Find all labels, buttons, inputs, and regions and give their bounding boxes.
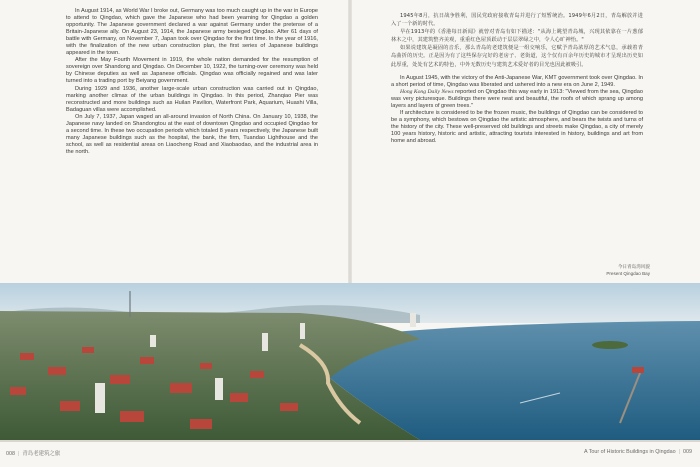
page-footer — [0, 440, 700, 467]
caption-en: Present Qingdao Bay — [606, 271, 650, 276]
left-page-number: 008 — [6, 451, 15, 457]
zh-paragraph-2: 早在1913年的《香港每日新闻》就曾对青岛有如下描述："从海上眺望青岛城，兴现其依靠在一片葱郁林木之中，其建筑整齐美观，重重红色屋顶跃动于层层翠绿之中，令人心旷神怡。" — [391, 29, 643, 44]
left-paragraph-3: During 1929 and 1936, another large-scale urban construction was carried out in Qingdao, marking another climax of the urban buildings in Qingdao. In this period, Zhanqiao Pier was reconstructed and more buildings such as Huilan Pavilion, Waterfront Park, Aquarium, Huashi Villa, Badaguan villas were accomplished. — [66, 85, 318, 113]
page-gutter — [348, 0, 352, 290]
en-paragraph-2-rest: reported on Qingdao this way early in 1913: "Viewed from the sea, Qingdao was very picturesque. Buildings there were neat and beautiful, the roofs of which sprang up among layers and layers of green trees." — [391, 88, 643, 109]
huilan-pavilion — [632, 367, 644, 373]
en-paragraph-3: If architecture is considered to be the frozen music, the buildings of Qingdao can be considered to be a symphony, which bestows on Qingdao the artistic atmosphere, and bears the twists and turns of the history of the city. These well-preserved old buildings and streets make Qingdao, a city of merely 100 years history, historic and artistic, attracting tourists interested in history, buildings and art from home and abroad. — [391, 109, 643, 145]
right-footer — [584, 449, 692, 455]
panorama-illustration — [0, 283, 700, 440]
newspaper-title: Hong Kong Daily News — [400, 88, 454, 95]
caption-zh: 今日青岛湾风貌 — [617, 265, 650, 270]
photo-caption — [560, 265, 650, 277]
footer-separator: | — [18, 451, 20, 457]
left-page-text — [66, 8, 318, 156]
left-paragraph-1: In August 1914, as World War I broke out, Germany was too much caught up in the war in Europe to attend to Qingdao, which gave the Japanese who had been yearning for Qingdao a golden opportunity. The Japanese government declared a war against Germany under the pretense of a Britain-Japanese ally. On August 23, 1914, the Japanese army besieged Qingdao. After 61 days of battle with Germany, on November 7, Japan took over Qingdao for the first time. In the year of 1916, with the finalization of the new urban construction plan, the first series of Japanese buildings appeared in the town. — [66, 8, 318, 57]
qingdao-bay-panorama — [0, 283, 700, 440]
footer-rule — [0, 440, 700, 442]
left-paragraph-2: After the May Fourth Movement in 1919, the whole nation demanded for the resumption of sovereign over Shandong and Qingdao. On December 10, 1922, the turning-over ceremony was held by Chinese deputies as well as Japanese officials. Qingdao was officially regained and was later turned into a trading port by Beiyang government. — [66, 57, 318, 85]
left-footer-title: 青岛老建筑之旅 — [22, 451, 61, 457]
en-paragraph-2 — [391, 89, 643, 110]
left-footer — [6, 449, 60, 457]
footer-separator: | — [678, 449, 680, 455]
left-paragraph-4: On July 7, 1937, Japan waged an all-around invasion of North China. On January 10, 1938, the Japanese navy landed on Shandongtou at the east of downtown Qingdao and occupied Qingdao for a second time. In these two occupation periods which totaled 8 years respectively, the Japanese built many Japanese buildings such as the hospital, the bank, the firm, Tuandao Lighthouse and the school, as well as residential areas on Liaocheng Road and Xiaobaodao, and the industrial area in the north. — [66, 113, 318, 155]
small-island — [592, 341, 628, 349]
right-page-text — [391, 12, 643, 145]
zh-paragraph-3: 如果说建筑是凝固的音乐，那么青岛的老建筑便是一组交响乐，它赋予青岛浓厚的艺术气息，承载着青岛曲折的历史。正是因为有了这些保存完好的老房子、老街道，这个仅有百余年历史的城市才呈现出历史如此厚重，处处有艺术的特色，中外无数历史与建筑艺术爱好者的目光也因此被吸引。 — [391, 45, 643, 68]
right-footer-title: A Tour of Historic Buildings in Qingdao — [584, 449, 676, 455]
en-paragraph-1: In August 1945, with the victory of the Anti-Japanese War, KMT government took over Qingdao. In a short period of time, Qingdao was liberated and ushered into a new era on June 2, 1949. — [391, 74, 643, 88]
zh-paragraph-1: 1945年8月，抗日战争胜利，国民党政府接收青岛并进行了短暂统治。1949年6月2日，青岛解放并进入了一个新的时代。 — [391, 13, 643, 28]
right-page-number: 009 — [683, 449, 692, 455]
